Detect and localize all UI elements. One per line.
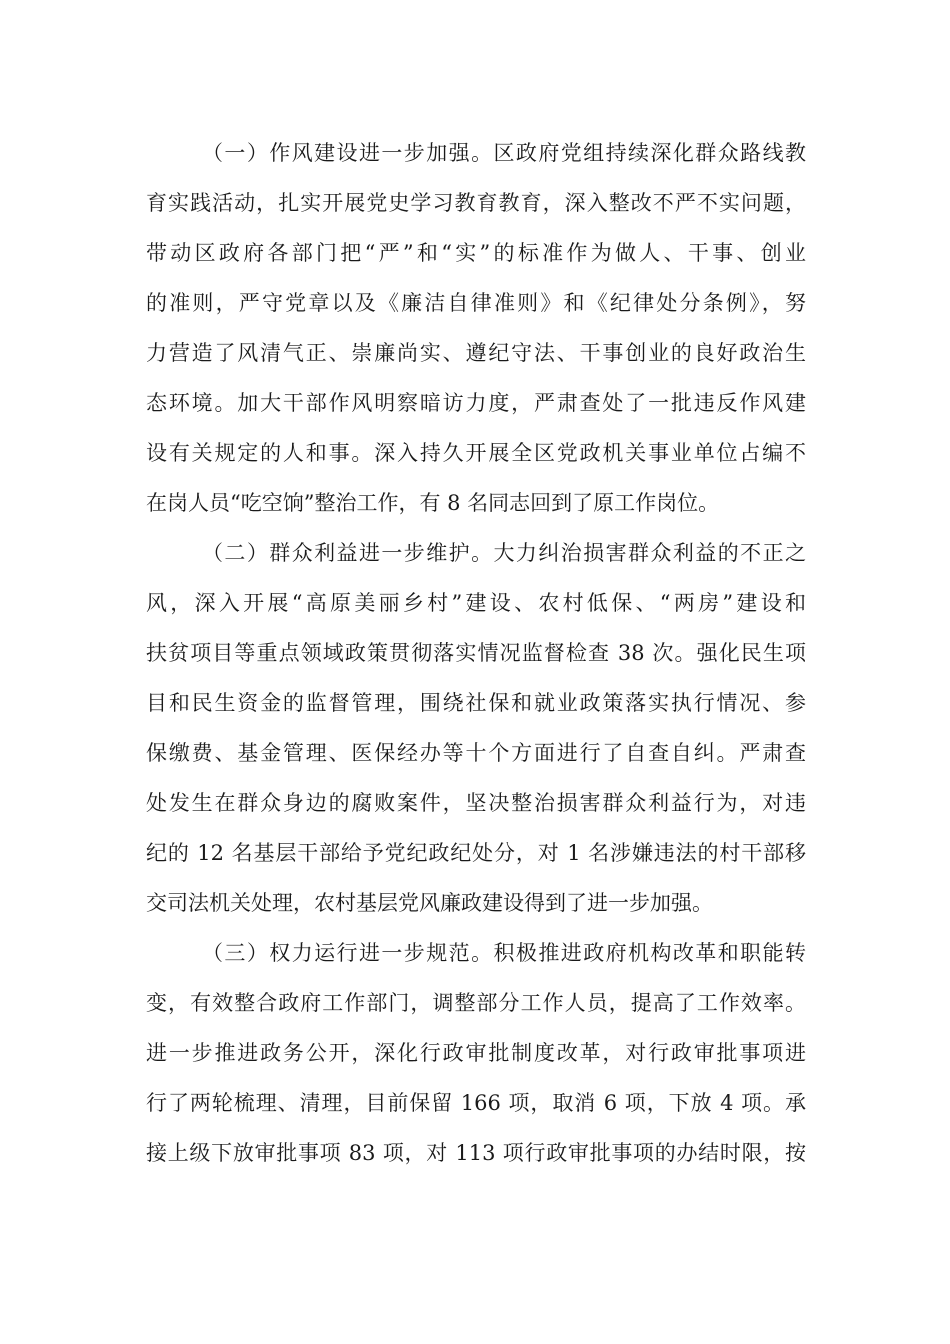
paragraph-3-line-4: 行了两轮梳理、清理，目前保留 166 项，取消 6 项，下放 4 项。承 <box>146 1091 806 1115</box>
paragraph-2-line-3: 扶贫项目等重点领域政策贯彻落实情况监督检查 38 次。强化民生项 <box>146 641 806 665</box>
paragraph-3-line-2: 变，有效整合政府工作部门，调整部分工作人员，提高了工作效率。 <box>146 991 806 1015</box>
paragraph-1-line-1: （一）作风建设进一步加强。区政府党组持续深化群众路线教 <box>202 141 806 165</box>
paragraph-2-line-1: （二）群众利益进一步维护。大力纠治损害群众利益的不正之 <box>202 541 806 565</box>
paragraph-1-line-6: 态环境。加大干部作风明察暗访力度，严肃查处了一批违反作风建 <box>146 391 806 415</box>
paragraph-2-line-4: 目和民生资金的监督管理，围绕社保和就业政策落实执行情况、参 <box>146 691 806 715</box>
paragraph-3-line-3: 进一步推进政务公开，深化行政审批制度改革，对行政审批事项进 <box>146 1041 806 1065</box>
paragraph-2-line-8: 交司法机关处理，农村基层党风廉政建设得到了进一步加强。 <box>146 891 713 915</box>
paragraph-1-line-5: 力营造了风清气正、崇廉尚实、遵纪守法、干事创业的良好政治生 <box>146 341 806 365</box>
paragraph-2-line-5: 保缴费、基金管理、医保经办等十个方面进行了自查自纠。严肃查 <box>146 741 806 765</box>
paragraph-1-line-8: 在岗人员“吃空饷”整治工作，有 8 名同志回到了原工作岗位。 <box>146 491 720 515</box>
paragraph-1-line-3: 带动区政府各部门把“严”和“实”的标准作为做人、干事、创业 <box>146 241 806 265</box>
paragraph-2-line-2: 风，深入开展“高原美丽乡村”建设、农村低保、“两房”建设和 <box>146 591 806 615</box>
paragraph-1-line-7: 设有关规定的人和事。深入持久开展全区党政机关事业单位占编不 <box>146 441 806 465</box>
paragraph-2-line-7: 纪的 12 名基层干部给予党纪政纪处分，对 1 名涉嫌违法的村干部移 <box>146 841 806 865</box>
paragraph-3-line-1: （三）权力运行进一步规范。积极推进政府机构改革和职能转 <box>202 941 806 965</box>
paragraph-1-line-2: 育实践活动，扎实开展党史学习教育教育，深入整改不严不实问题， <box>146 191 806 215</box>
paragraph-1-line-4: 的准则，严守党章以及《廉洁自律准则》和《纪律处分条例》，努 <box>146 291 806 315</box>
paragraph-2-line-6: 处发生在群众身边的腐败案件，坚决整治损害群众利益行为，对违 <box>146 791 806 815</box>
paragraph-3-line-5: 接上级下放审批事项 83 项，对 113 项行政审批事项的办结时限，按 <box>146 1141 806 1165</box>
